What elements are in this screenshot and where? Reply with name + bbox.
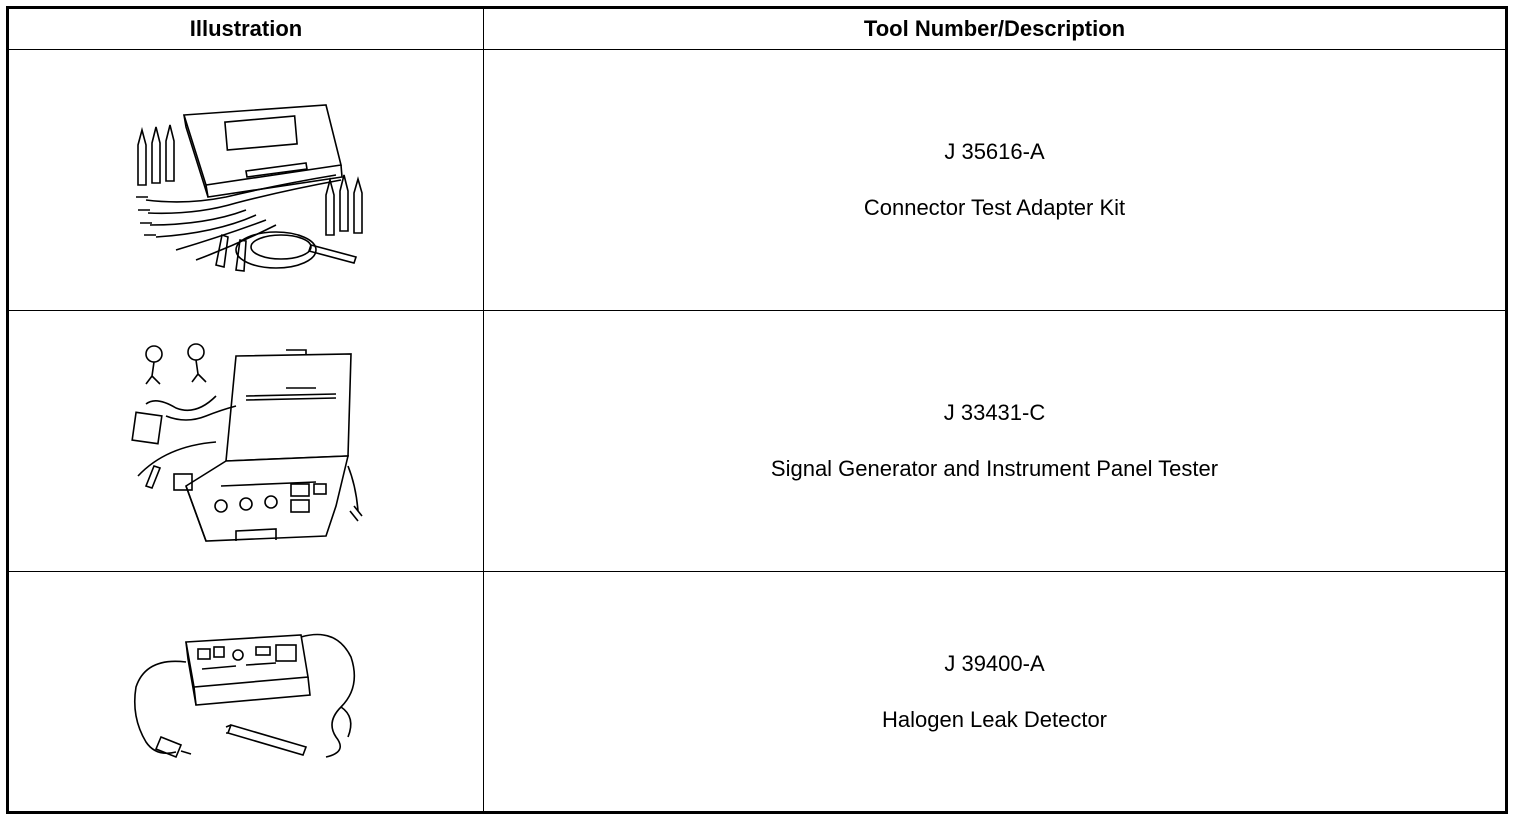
connector-test-adapter-kit-icon: [126, 85, 366, 275]
special-tools-table: [6, 6, 1508, 814]
signal-generator-tester-icon: [126, 336, 366, 546]
tool-description-cell: [484, 311, 1507, 572]
table-row: [8, 572, 1507, 813]
header-tool-number-description: Tool Number/Description: [484, 8, 1507, 50]
tool-description: Signal Generator and Instrument Panel Tester: [770, 456, 1219, 481]
table-row: [8, 311, 1507, 572]
tool-description-cell: [484, 572, 1507, 813]
tool-description: Connector Test Adapter Kit: [863, 195, 1126, 220]
tool-number: J 35616-A: [944, 139, 1045, 164]
halogen-leak-detector-icon: [126, 617, 366, 767]
illustration-cell: [8, 311, 484, 572]
tool-description: Halogen Leak Detector: [881, 706, 1108, 732]
tool-number: J 39400-A: [944, 650, 1045, 676]
table-row: [8, 50, 1507, 311]
header-row: [8, 8, 1507, 50]
header-illustration: Illustration: [8, 8, 484, 50]
illustration-cell: [8, 50, 484, 311]
tool-description-cell: [484, 50, 1507, 311]
illustration-cell: [8, 572, 484, 813]
tool-number: J 33431-C: [943, 400, 1046, 425]
